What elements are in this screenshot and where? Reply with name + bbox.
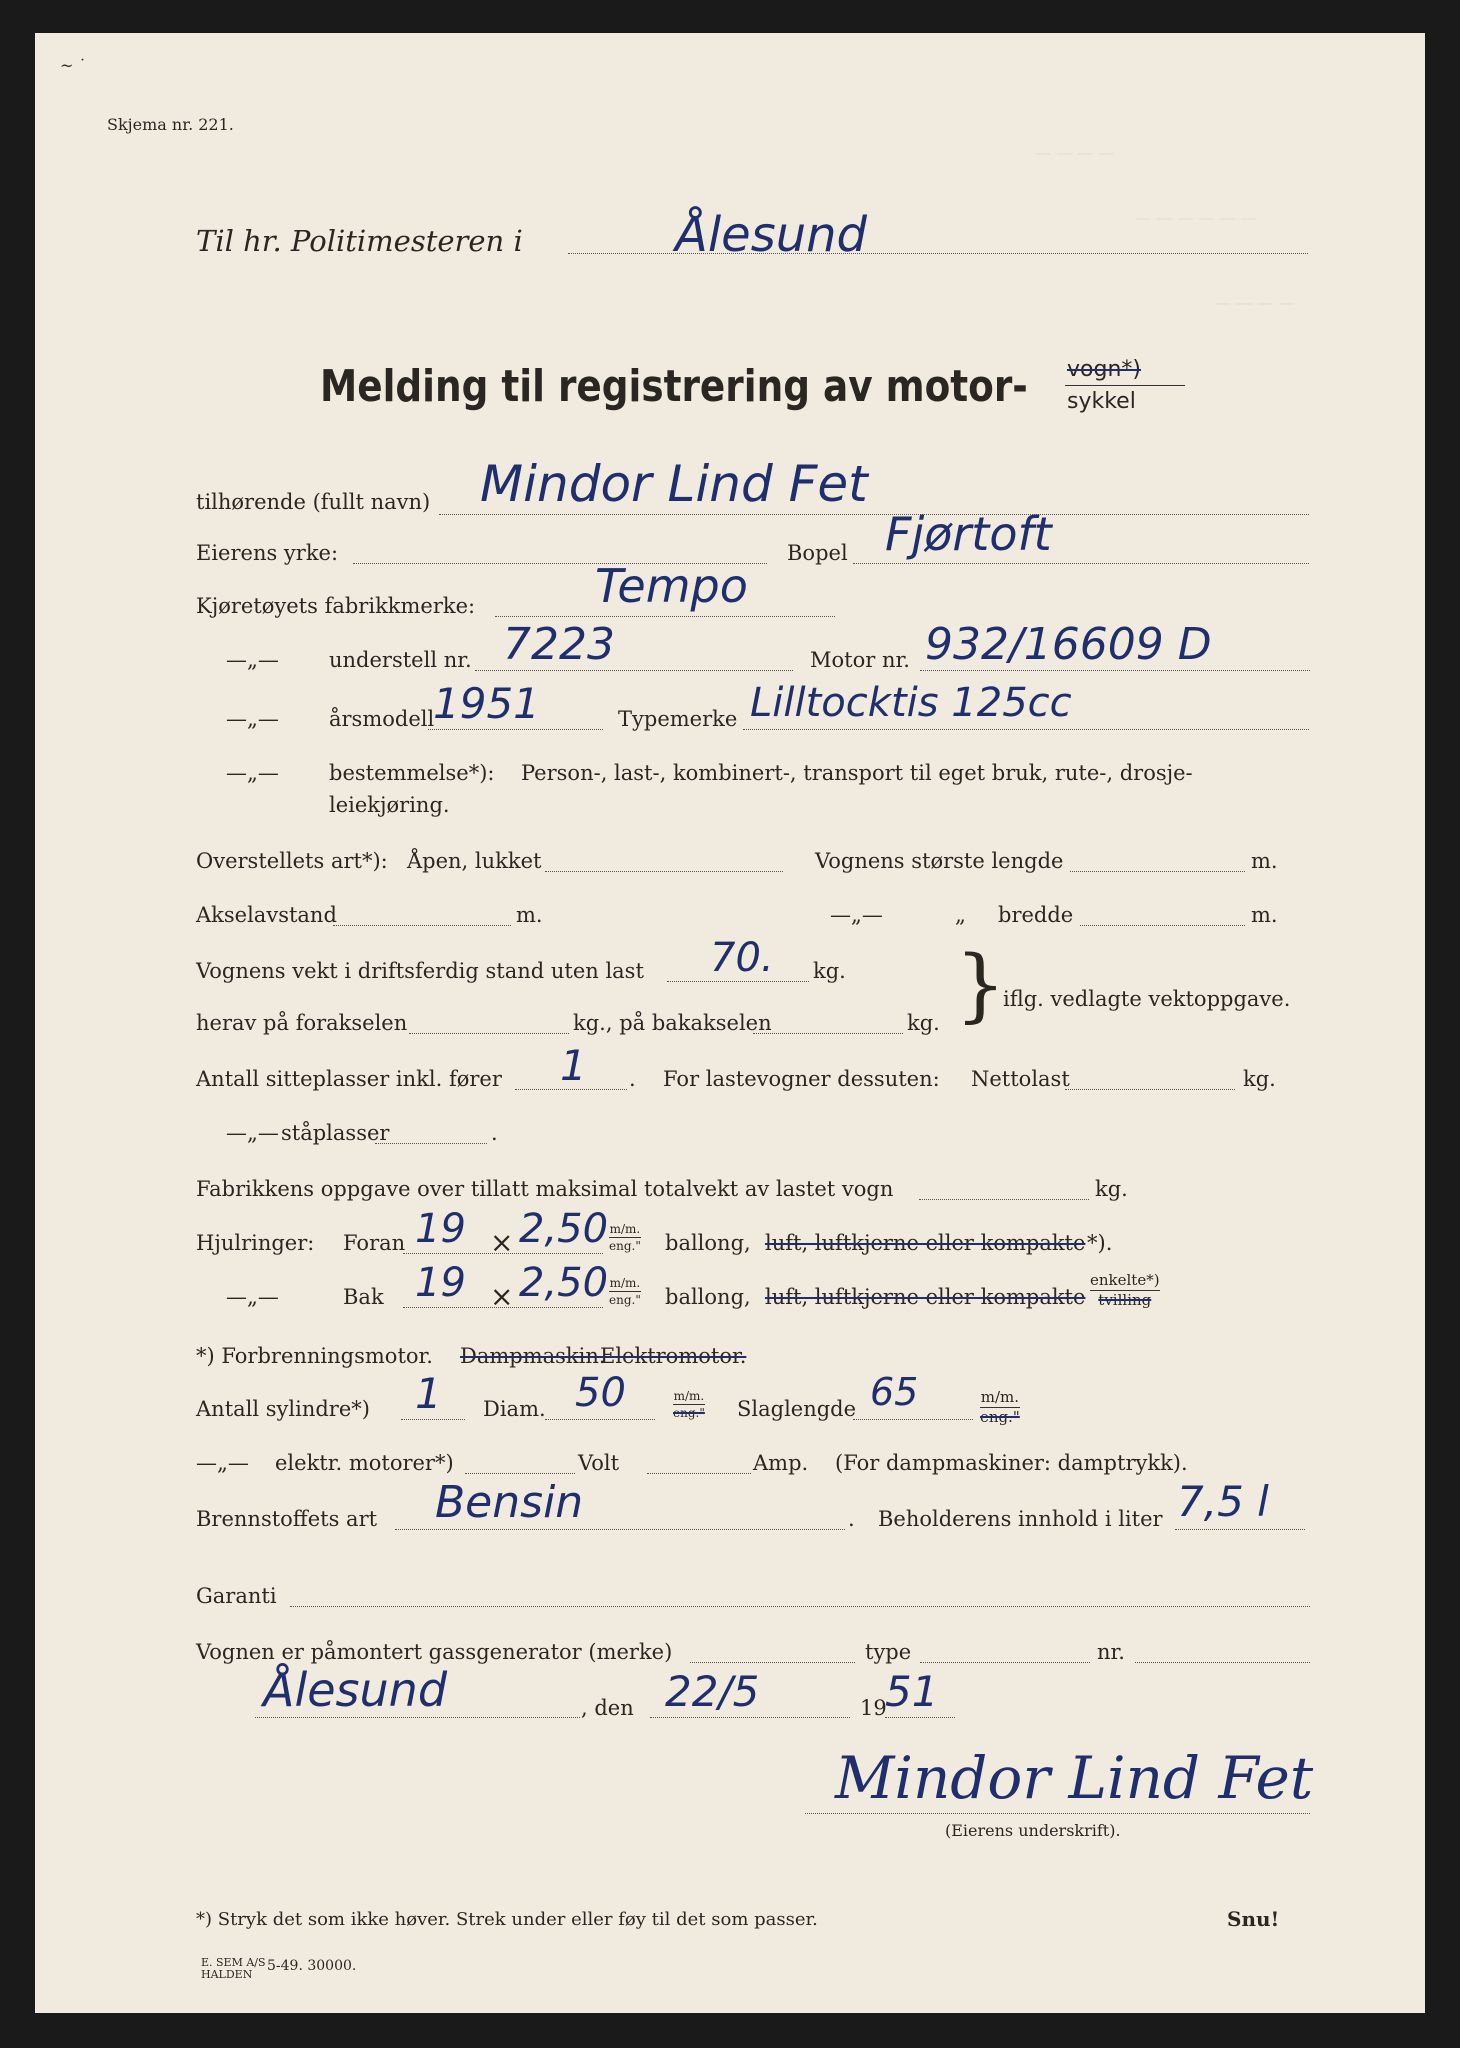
fuel-value: Bensin [435,1477,584,1528]
place-value: Ålesund [263,1663,448,1717]
wheels-label: Hjulringer: [196,1231,315,1255]
bleed-through: — — — — — — [1135,208,1257,227]
rear-tire-options-struck: luft, luftkjerne eller kompakte [765,1285,1086,1309]
steam-pressure-label: (For dampmaskiner: damptrykk). [835,1451,1188,1475]
ditto-mark: —„— [226,1285,279,1309]
net-load-label: Nettolast [971,1067,1070,1091]
weight-note: iflg. vedlagte vektoppgave. [1003,987,1291,1011]
title-divider [1065,385,1185,386]
type-label: Typemerke [618,707,738,731]
amp-label: Amp. [753,1451,809,1475]
gas-generator-line [690,1662,855,1663]
stroke-label: Slaglengde [737,1397,857,1421]
front-balloon: ballong, [665,1231,751,1255]
eng-unit: eng." [609,1293,641,1307]
bleed-through: — — — — [1215,293,1295,312]
diam-value: 50 [575,1370,626,1416]
cylinders-value: 1 [415,1369,442,1418]
eng-unit: eng." [609,1239,641,1253]
owner-name-line [439,514,1309,515]
residence-value: Fjørtoft [885,507,1052,561]
chassis-label: understell nr. [329,648,472,672]
owner-name-value: Mindor Lind Fet [480,455,868,513]
purpose-label: bestemmelse*): [329,761,495,785]
diam-line [545,1419,655,1420]
signature-line [805,1813,1310,1814]
owner-name-label: tilhørende (fullt navn) [196,490,431,514]
seats-value: 1 [560,1041,587,1090]
residence-line [853,563,1309,564]
body-type-label: Overstellets art*): [196,849,388,873]
rear-label: Bak [343,1285,384,1309]
ditto-mark: —„— [226,1121,279,1145]
wheelbase-label: Akselavstand [196,903,337,927]
wheelbase-unit: m. [516,903,543,927]
type-line [743,729,1309,730]
net-load-unit: kg. [1243,1067,1276,1091]
turn-over-note: Snu! [1227,1907,1280,1931]
date-prefix: , den [581,1696,634,1720]
times-sign: × [490,1226,514,1259]
volt-line [647,1473,751,1474]
max-length-line [1070,871,1245,872]
year-line [428,729,603,730]
make-value: Tempo [595,559,748,613]
front-size-value: 19 [415,1206,466,1252]
motor-line [920,670,1310,671]
warranty-line [290,1606,1310,1607]
diam-unit-fraction [673,1390,705,1419]
purpose-options-cont: leiekjøring. [329,793,450,817]
date-line [650,1717,850,1718]
max-length-label: Vognens største lengde [815,849,1064,873]
ditto-mark: —„— [226,648,279,672]
signed-year-line [885,1717,955,1718]
max-length-unit: m. [1251,849,1278,873]
trucks-label: For lastevogner dessuten: [663,1067,940,1091]
owner-signature: Mindor Lind Fet [835,1744,1314,1812]
weight-unit: kg. [813,959,846,983]
single-twin-fraction [1090,1273,1160,1308]
front-axle-line [409,1033,569,1034]
gen-type-label: type [865,1640,912,1664]
year-label: årsmodell [329,707,435,731]
make-line [495,616,835,617]
tank-label: Beholderens innhold i liter [878,1507,1163,1531]
weight-label: Vognens vekt i driftsferdig stand uten last [196,959,644,983]
occupation-label: Eierens yrke: [196,541,339,565]
ditto-mark: —„— [226,707,279,731]
form-number: Skjema nr. 221. [107,115,234,134]
rear-axle-line [753,1033,903,1034]
mm-unit: m/m. [980,1388,1020,1406]
stroke-line [853,1419,973,1420]
single-option: enkelte*) [1090,1271,1160,1289]
fuel-period: . [848,1507,855,1531]
signature-caption: (Eierens underskrift). [945,1821,1121,1840]
front-unit-fraction [609,1223,641,1252]
body-type-line [545,871,783,872]
cylinders-label: Antall sylindre*) [196,1397,370,1421]
twin-option-struck: tvilling [1098,1291,1152,1309]
steam-option-struck: Dampmaskin. [460,1344,606,1368]
year-suffix-value: 51 [885,1667,939,1716]
electric-motors-label: elektr. motorer*) [275,1451,454,1475]
residence-label: Bopel [787,541,848,565]
eng-unit-struck: eng." [673,1406,705,1420]
standing-label: ståplasser [281,1121,390,1145]
rear-axle-unit: kg. [907,1011,940,1035]
addressee-label: Til hr. Politimesteren i [196,224,523,258]
tank-line [1175,1529,1305,1530]
police-district-value: Ålesund [675,207,868,263]
front-tire-end: *). [1087,1231,1113,1255]
mm-unit: m/m. [609,1276,641,1290]
weight-line [667,981,809,982]
times-sign: × [490,1280,514,1313]
electric-option-struck: Elektromotor. [600,1344,747,1368]
max-weight-label: Fabrikkens oppgave over tillatt maksimal totalvekt av lastet vogn [196,1177,894,1201]
title-vogn-struck: vogn*) [1067,357,1141,382]
volt-label: Volt [578,1451,620,1475]
max-weight-line [919,1199,1089,1200]
standing-period: . [491,1121,498,1145]
width-label: bredde [998,903,1074,927]
front-label: Foran [343,1231,406,1255]
gen-no-line [1135,1662,1310,1663]
gen-type-line [920,1662,1090,1663]
front-tire-options-struck: luft, luftkjerne eller kompakte [765,1231,1086,1255]
width-line [1080,925,1245,926]
purpose-options: Person-, last-, kombinert-, transport til eget bruk, rute-, drosje- [521,761,1193,785]
place-line [255,1717,580,1718]
rear-balloon: ballong, [665,1285,751,1309]
weight-brace: } [955,938,1006,1031]
mm-unit: m/m. [673,1389,705,1403]
eng-unit-struck: eng." [980,1408,1020,1426]
rear-width-value: 2,50 [519,1260,609,1306]
standing-line [375,1143,487,1144]
tank-value: 7,5 l [1177,1477,1269,1526]
date-value: 22/5 [665,1667,760,1716]
fuel-label: Brennstoffets art [196,1507,378,1531]
electric-motors-line [465,1473,575,1474]
printer-city: HALDEN [201,1968,253,1981]
rear-unit-fraction [609,1277,641,1306]
front-width-value: 2,50 [519,1206,609,1252]
front-axle-label: herav på forakselen [196,1011,408,1035]
seats-label: Antall sitteplasser inkl. fører [196,1067,502,1091]
footnote: *) Stryk det som ikke høver. Strek under eller føy til det som passer. [196,1909,818,1930]
max-weight-unit: kg. [1095,1177,1128,1201]
mm-unit: m/m. [609,1222,641,1236]
stroke-value: 65 [870,1370,919,1414]
stroke-unit-fraction [980,1390,1020,1425]
width-unit: m. [1251,903,1278,927]
diam-label: Diam. [483,1397,546,1421]
chassis-line [475,670,793,671]
corner-marks: ~ ˙ [60,56,87,75]
bleed-through: — — — — [1035,143,1115,162]
make-label: Kjøretøyets fabrikkmerke: [196,594,476,618]
year-prefix: 19 [860,1696,887,1720]
registration-form-page [35,33,1425,2013]
ditto-mark: —„— [196,1451,249,1475]
printer-name: E. SEM A/S [201,1956,266,1969]
engine-type-label: *) Forbrenningsmotor. [196,1344,433,1368]
wheelbase-line [333,925,511,926]
type-value: Lilltocktis 125cc [750,680,1072,726]
title-sykkel: sykkel [1067,389,1136,414]
gen-no-label: nr. [1097,1640,1125,1664]
rear-size-value: 19 [415,1260,466,1306]
cylinders-line [401,1419,465,1420]
fuel-line [395,1529,845,1530]
width-ditto: „ [955,903,966,927]
rear-axle-label: kg., på bakakselen [573,1011,772,1035]
chassis-value: 7223 [503,619,615,670]
print-code: 5-49. 30000. [267,1958,357,1974]
form-title: Melding til registrering av motor- [320,361,1028,412]
ditto-mark: —„— [226,761,279,785]
year-value: 1951 [433,679,540,728]
ditto-mark: —„— [830,903,883,927]
body-type-options: Åpen, lukket [407,849,542,873]
net-load-line [1065,1089,1235,1090]
motor-value: 932/16609 D [925,619,1212,670]
warranty-label: Garanti [196,1584,277,1608]
weight-value: 70. [710,935,774,981]
motor-label: Motor nr. [810,648,910,672]
seats-period: . [629,1067,636,1091]
gas-generator-label: Vognen er påmontert gassgenerator (merke) [196,1640,673,1664]
